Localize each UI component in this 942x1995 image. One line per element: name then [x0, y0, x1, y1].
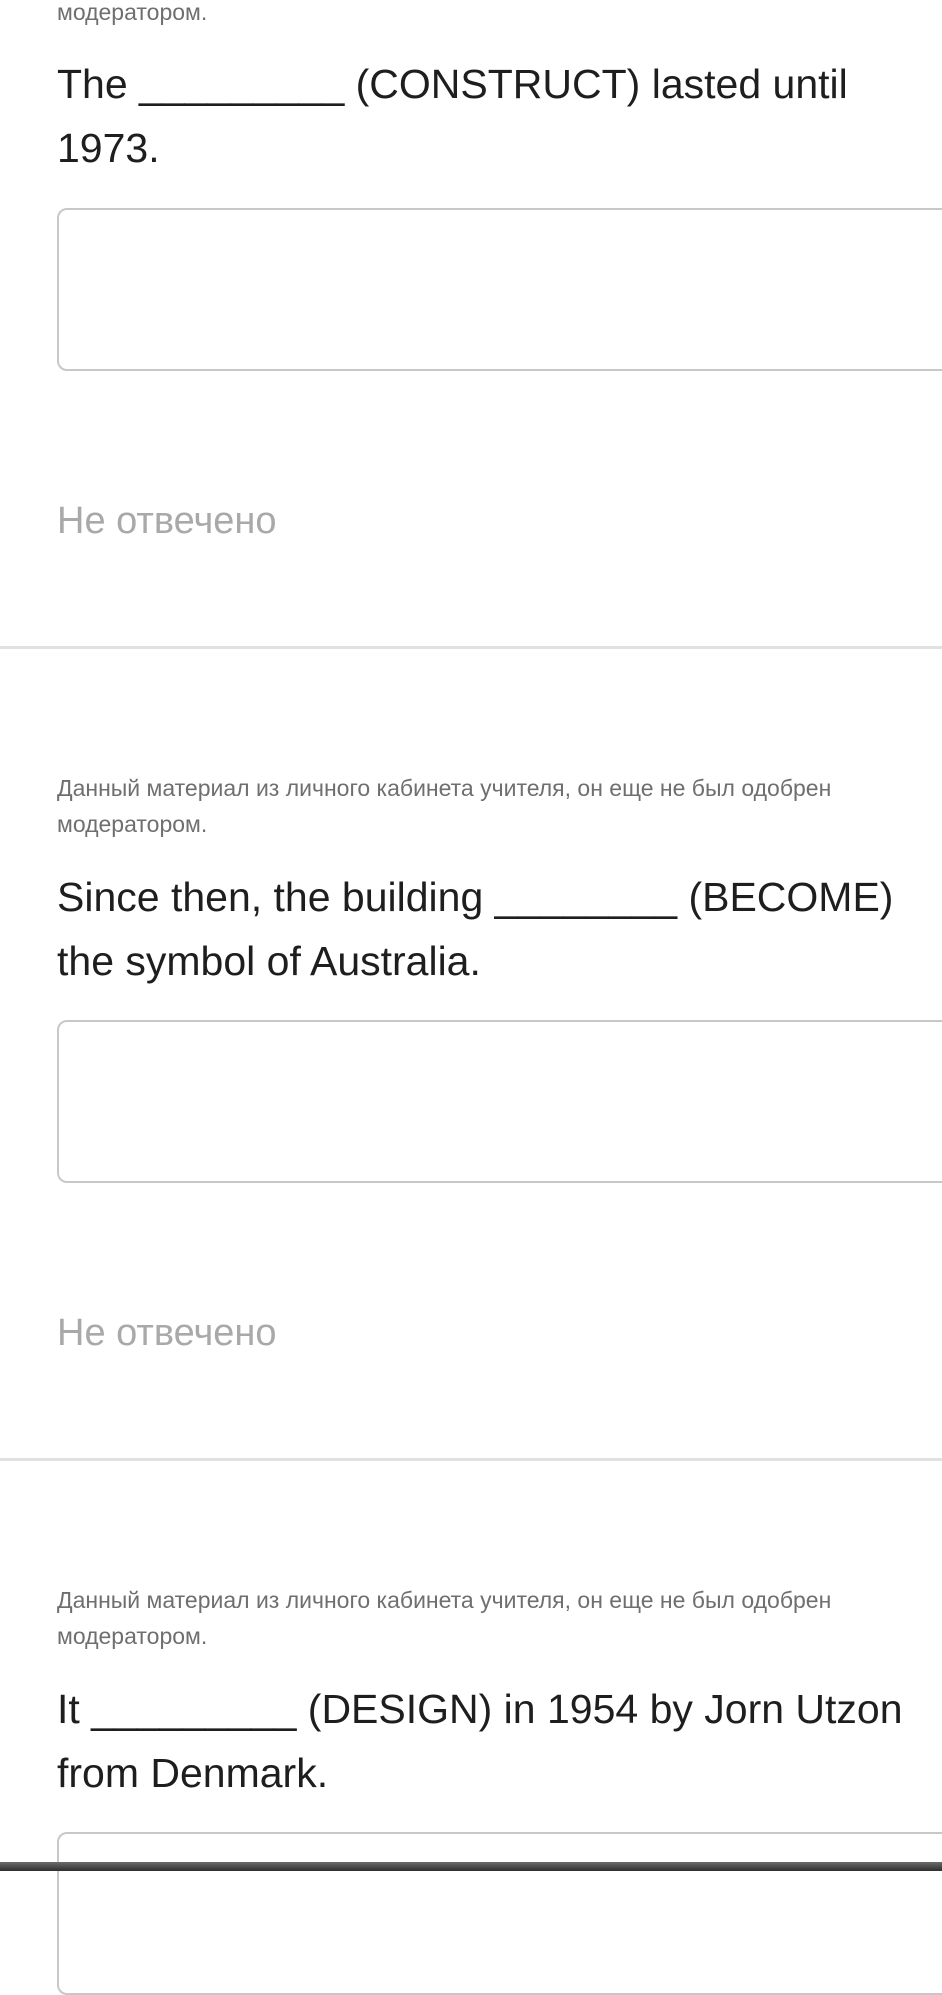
- answer-input[interactable]: [59, 1022, 942, 1181]
- divider: [0, 1458, 942, 1461]
- moderation-note: Данный материал из личного кабинета учителя, он еще не был одобрен модератором.: [57, 775, 832, 837]
- moderation-note: модератором.: [57, 0, 208, 25]
- answer-field[interactable]: [57, 1832, 942, 1995]
- answer-field[interactable]: [57, 1020, 942, 1183]
- answer-field[interactable]: [57, 208, 942, 371]
- status-not-answered: Не отвечено: [57, 1312, 277, 1354]
- answer-input[interactable]: [59, 1834, 942, 1993]
- status-not-answered: Не отвечено: [57, 500, 277, 542]
- question-text: Since then, the building ________ (BECOME) the symbol of Australia.: [57, 874, 894, 984]
- question-text: The _________ (CONSTRUCT) lasted until 1973.: [57, 61, 848, 171]
- question-text: It _________ (DESIGN) in 1954 by Jorn Utzon from Denmark.: [57, 1686, 903, 1796]
- screen-bottom-edge: [0, 1862, 942, 1871]
- moderation-note: Данный материал из личного кабинета учителя, он еще не был одобрен модератором.: [57, 1587, 832, 1649]
- answer-input[interactable]: [59, 210, 942, 369]
- divider: [0, 646, 942, 649]
